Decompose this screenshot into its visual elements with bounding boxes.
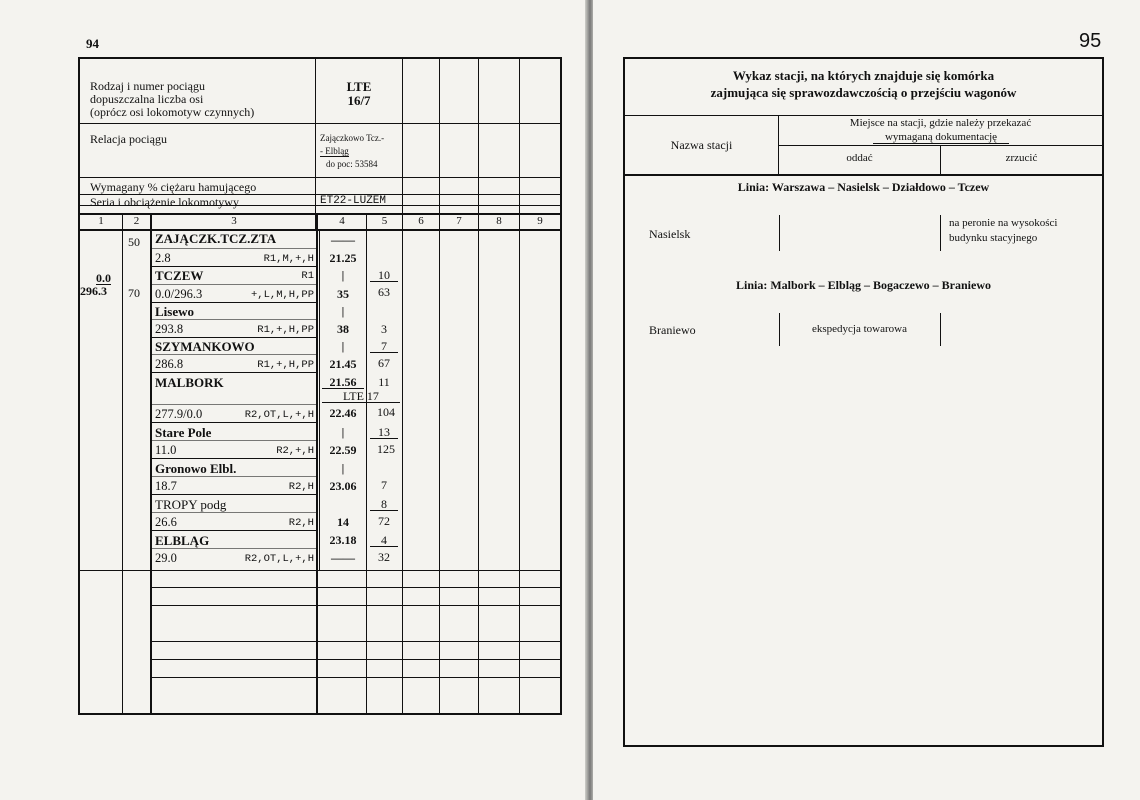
speed-limit-2: 70 <box>128 286 140 300</box>
col-num-4: 4 <box>339 215 345 227</box>
departure-time: 35 <box>337 287 349 301</box>
loco-value: ET22-LUZEM <box>320 195 387 207</box>
stop-top: 13 <box>370 426 398 439</box>
col-num-5: 5 <box>381 215 388 227</box>
time-marker: —— <box>331 233 355 247</box>
col-place-line-1: Miejsce na stacji, gdzie należy przekazać <box>849 117 1032 129</box>
station-codes: R1,+,H,PP <box>257 324 314 336</box>
train-label-line-1: Rodzaj i numer pociągu <box>90 79 205 93</box>
time-marker: | <box>341 425 345 439</box>
station-km: 2.8 <box>155 251 171 265</box>
departure-time: 21.45 <box>329 357 357 371</box>
relation-label: Relacja pociągu <box>90 132 167 146</box>
train-label-line-3: (oprócz osi lokomotyw czynnych) <box>90 105 255 119</box>
station-codes: R1,M,+,H <box>263 253 314 265</box>
station-name: SZYMANKOWO <box>155 339 255 354</box>
station-km: 0.0/296.3 <box>155 287 203 301</box>
page-number-right: 95 <box>1079 30 1102 52</box>
stop-bottom: 63 <box>378 285 390 299</box>
station-name: Stare Pole <box>155 425 212 440</box>
col-num-9: 9 <box>537 215 543 227</box>
col-station-name: Nazwa stacji <box>670 138 733 152</box>
station-codes: +,L,M,H,PP <box>250 289 314 301</box>
time-marker: —— <box>331 551 355 565</box>
station-codes: R2,H <box>288 517 314 529</box>
drop-location-line-1: na peronie na wysokości <box>949 217 1058 229</box>
train-change-note: LTE 17 <box>322 390 400 403</box>
station-name: Gronowo Elbl. <box>155 461 237 476</box>
station-codes: R2,H <box>288 481 314 493</box>
line-section-title: Linia: Malbork – Elbląg – Bogaczewo – Braniewo <box>736 278 991 292</box>
page-number-left: 94 <box>86 36 99 51</box>
departure-time: 21.25 <box>329 251 357 265</box>
station-km: 277.9/0.0 <box>155 407 203 421</box>
col-drop: zrzucić <box>1005 152 1038 164</box>
station-name: ELBLĄG <box>155 533 210 548</box>
loco-label: Seria i obciążenie lokomotywy <box>90 195 239 209</box>
station-name: MALBORK <box>155 375 224 390</box>
stop-bottom: 32 <box>378 550 390 564</box>
km-marker-junction: 296.3 <box>80 284 107 298</box>
stop-bottom: 67 <box>378 356 390 370</box>
station-km: 11.0 <box>155 443 177 457</box>
station-name: Lisewo <box>155 304 194 319</box>
station-name: ZAJĄCZK.TCZ.ZTA <box>155 231 277 246</box>
station-codes: R1,+,H,PP <box>257 359 314 371</box>
station-name: TCZEW <box>155 268 204 283</box>
stop-bottom: 104 <box>377 405 395 419</box>
arrival-time: 23.18 <box>329 533 357 547</box>
col-num-3: 3 <box>231 215 237 227</box>
stop-top: 8 <box>370 498 398 511</box>
give-location: ekspedycja towarowa <box>812 323 907 335</box>
col-give: oddać <box>846 152 873 164</box>
stop-top: 4 <box>370 534 398 547</box>
station-km: 293.8 <box>155 322 184 336</box>
time-marker: | <box>341 268 345 282</box>
station-code-top: R1 <box>301 270 314 282</box>
station-name: Nasielsk <box>649 227 691 241</box>
col-place-line-2: wymaganą dokumentację <box>873 132 1009 144</box>
departure-time: 14 <box>337 515 349 529</box>
station-codes: R2,+,H <box>276 445 314 457</box>
arrival-time: 21.56 <box>322 376 364 389</box>
station-name: TROPY podg <box>155 497 227 512</box>
relation-line-3: do poc: 53584 <box>326 159 378 169</box>
train-type: LTE <box>346 79 372 94</box>
departure-time: 22.46 <box>329 406 357 420</box>
time-marker: | <box>341 304 345 318</box>
relation-line-1: Zajączkowo Tcz.- <box>320 133 385 143</box>
departure-time: 22.59 <box>329 443 357 457</box>
stop-top: 11 <box>378 375 390 389</box>
stop-bottom: 72 <box>378 514 390 528</box>
station-codes: R2,OT,L,+,H <box>244 409 314 421</box>
departure-time: 23.06 <box>329 479 357 493</box>
station-km: 18.7 <box>155 479 177 493</box>
station-km: 286.8 <box>155 357 184 371</box>
train-number: 16/7 <box>347 93 371 108</box>
speed-limit-1: 50 <box>128 235 140 249</box>
relation-line-2: - Elbląg <box>320 146 349 156</box>
station-km: 26.6 <box>155 515 177 529</box>
col-num-8: 8 <box>496 215 502 227</box>
doc-title-line-1: Wykaz stacji, na których znajduje się komórka <box>732 68 995 83</box>
braking-label: Wymagany % ciężaru hamującego <box>90 180 257 194</box>
col-num-2: 2 <box>133 215 140 227</box>
train-label-line-2: dopuszczalna liczba osi <box>90 92 204 106</box>
time-marker: | <box>341 339 345 353</box>
station-codes: R2,OT,L,+,H <box>244 553 314 565</box>
stop-bottom: 3 <box>381 322 387 336</box>
col-num-7: 7 <box>456 215 462 227</box>
time-marker: | <box>341 461 345 475</box>
stop-top: 10 <box>370 269 398 282</box>
departure-time: 38 <box>337 322 349 336</box>
line-section-title: Linia: Warszawa – Nasielsk – Działdowo – Tczew <box>737 180 990 194</box>
stop-bottom: 7 <box>381 478 387 492</box>
right-page <box>593 0 1140 800</box>
col-num-6: 6 <box>418 215 424 227</box>
drop-location-line-2: budynku stacyjnego <box>949 232 1038 244</box>
doc-title-line-2: zajmująca się sprawozdawczością o przejściu wagonów <box>710 85 1017 100</box>
station-name: Braniewo <box>649 323 696 337</box>
col-num-1: 1 <box>98 215 104 227</box>
stop-top: 7 <box>370 340 398 353</box>
km-marker-start: 0.0 <box>96 271 111 285</box>
station-km: 29.0 <box>155 551 177 565</box>
stop-bottom: 125 <box>377 442 395 456</box>
